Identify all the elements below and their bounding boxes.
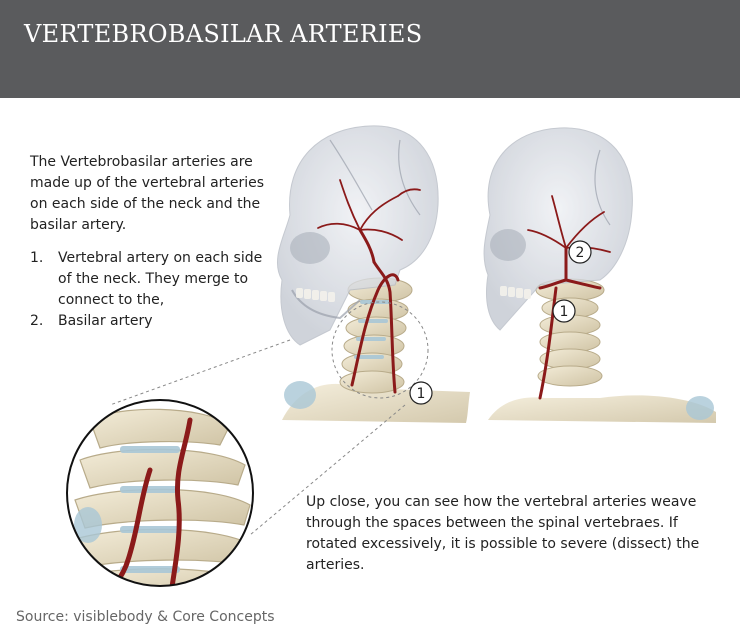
closeup-description: Up close, you can see how the vertebral arteries weave through the spaces between the spinal vertebraes. If rotated excessively, it is possible to severe (dissect) the arteries. [306,494,700,573]
marker-2-right [569,241,591,263]
intro-text: The Vertebrobasilar arteries are made up of the vertebral arteries on each side of the neck and the basilar artery. [30,154,265,233]
list-number: 2. [30,313,44,329]
left-skull-figure [277,126,470,423]
page-title: VERTEBROBASILAR ARTERIES [24,20,423,48]
source-credit: Source: visiblebody & Core Concepts [16,609,275,625]
list-text: Vertebral artery on each side of the neck. They merge to connect to the, [58,250,263,308]
list-text: Basilar artery [58,313,153,329]
list-number: 1. [30,250,44,266]
right-skull-figure [484,128,716,423]
svg-text:1: 1 [559,304,569,320]
svg-text:2: 2 [575,245,585,261]
marker-1-right [553,300,575,322]
svg-text:1: 1 [416,386,426,402]
marker-1-left [410,382,432,404]
